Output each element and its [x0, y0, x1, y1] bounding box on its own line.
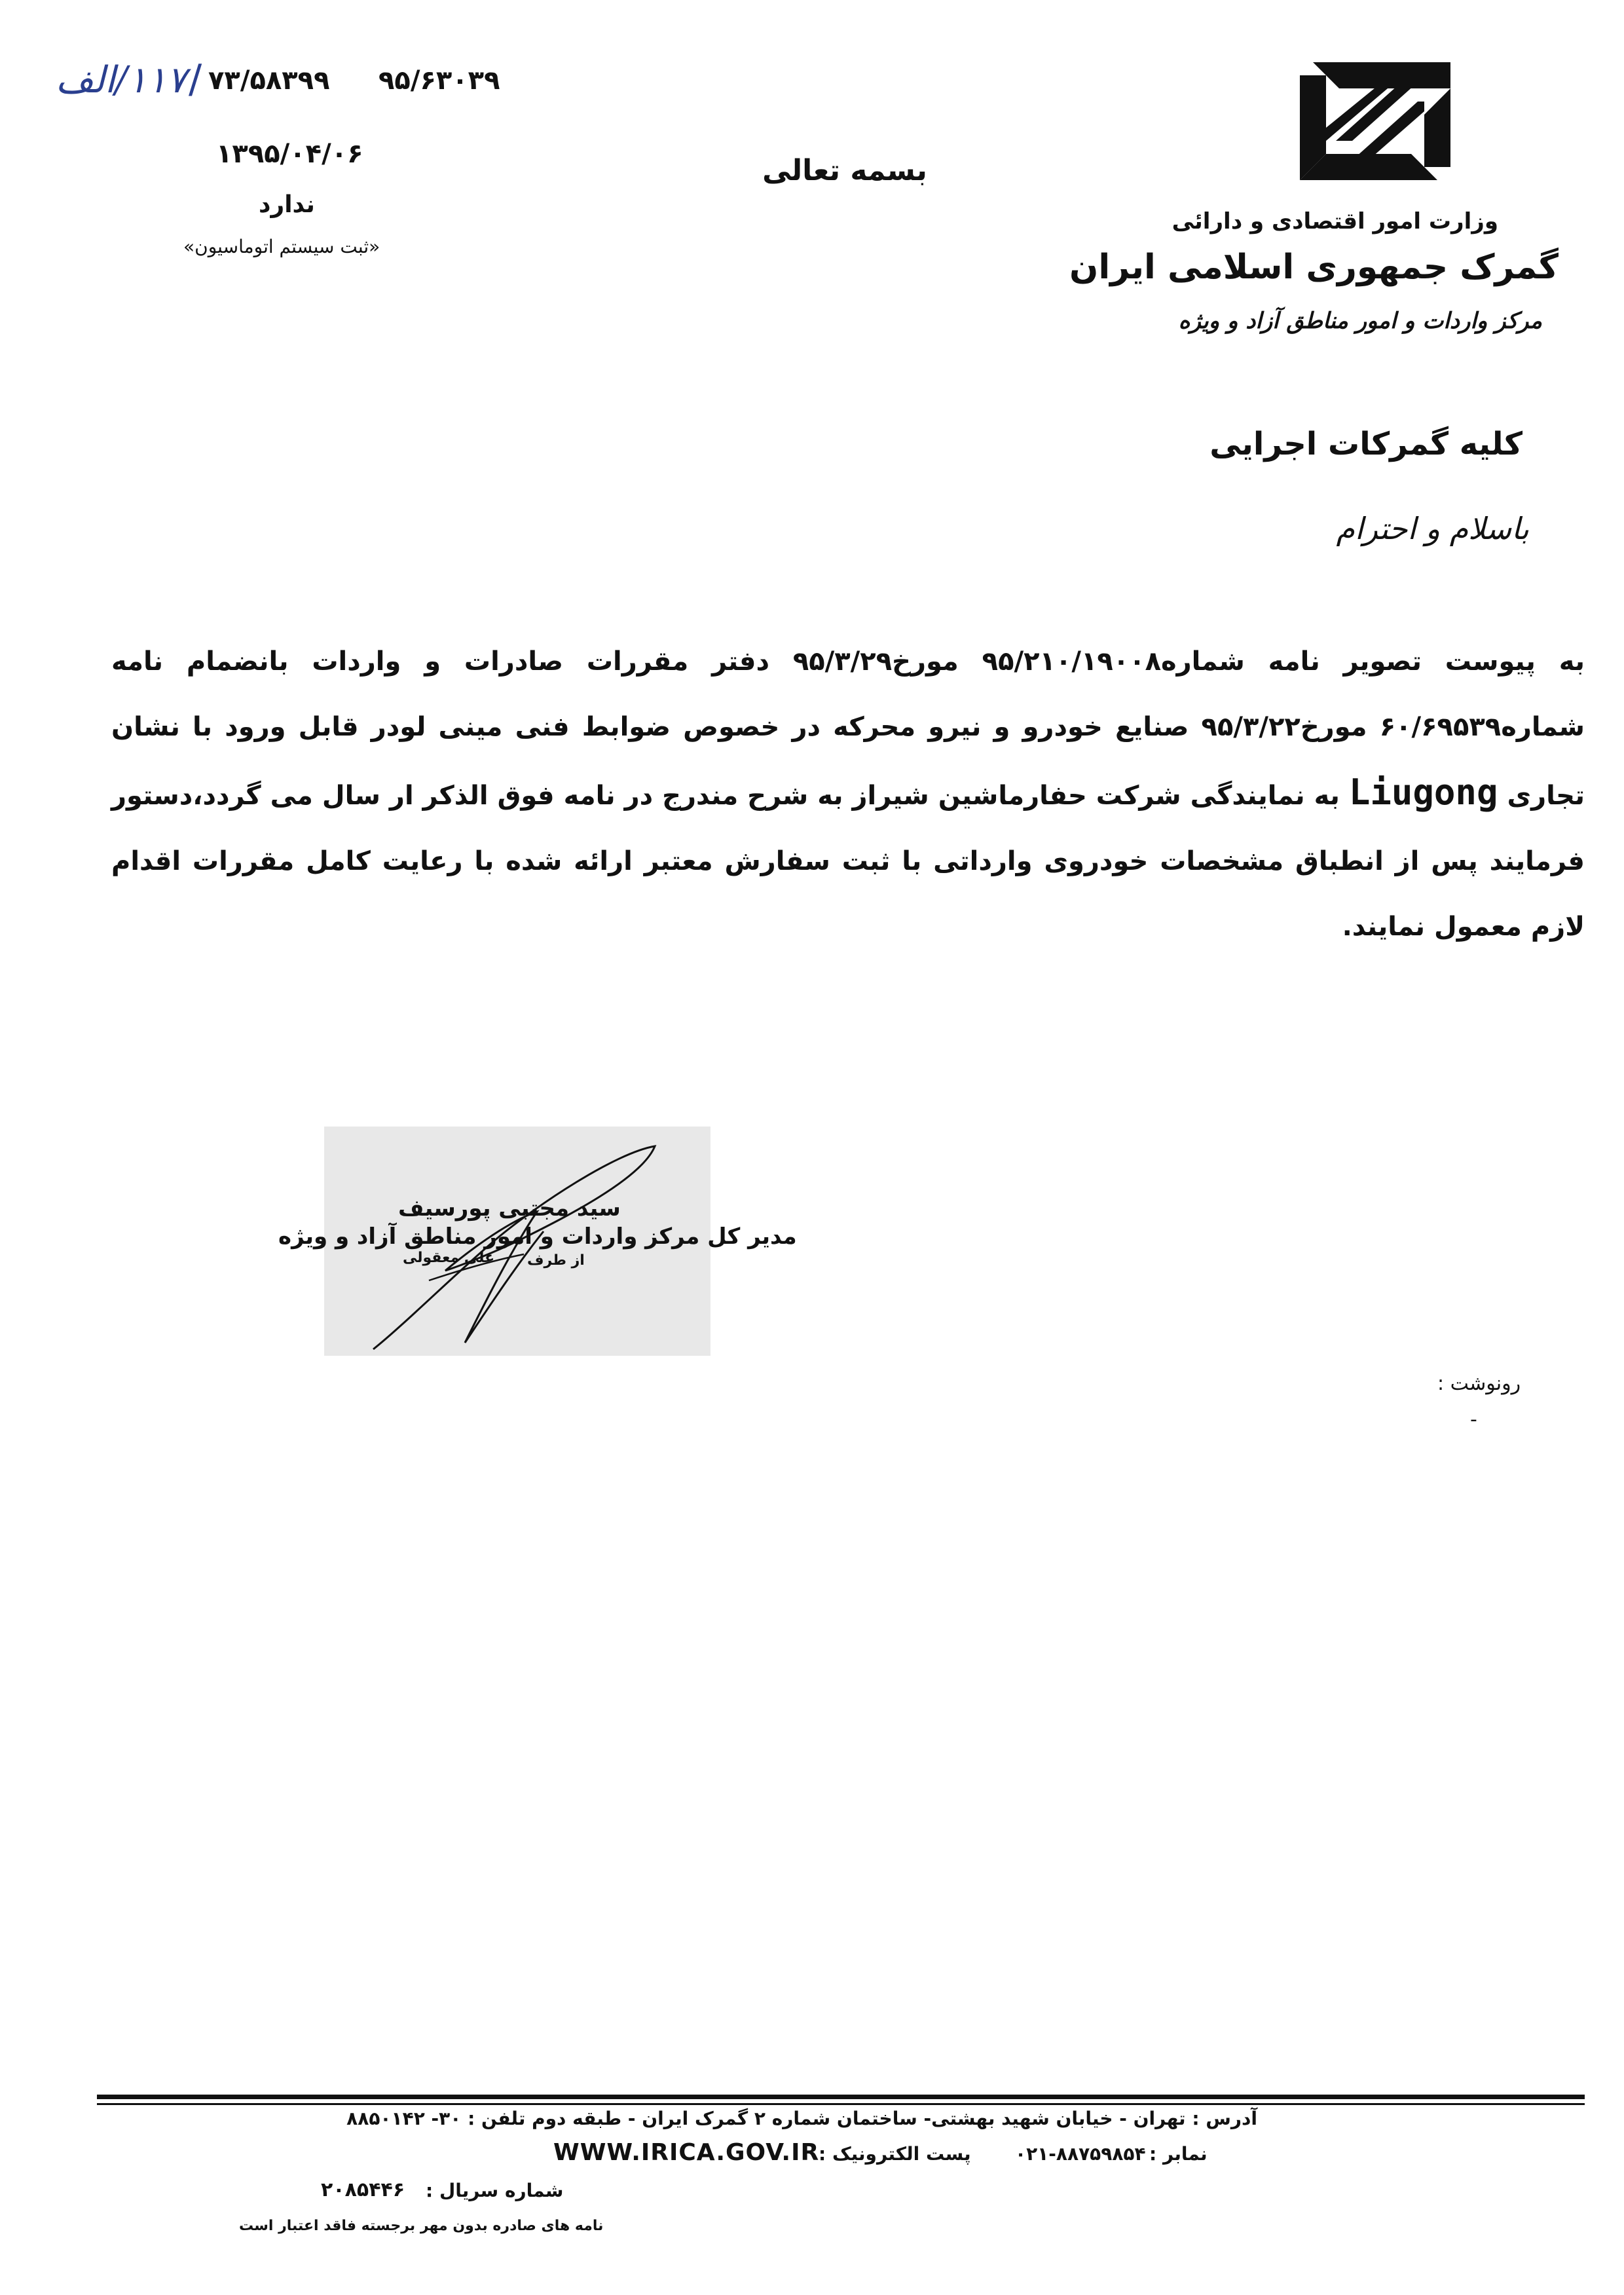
- footer-disclaimer: نامه های صادره بدون مهر برجسته فاقد اعتبار است: [239, 2218, 604, 2234]
- letter-date: ۱۳۹۵/۰۴/۰۶: [216, 139, 363, 169]
- addressee: کلیه گمرکات اجرایی: [1209, 426, 1522, 462]
- handwritten-signature-icon: [367, 1140, 668, 1356]
- proxy-name: علی معقولی: [403, 1250, 495, 1266]
- website-link[interactable]: WWW.IRICA.GOV.IR: [553, 2139, 820, 2166]
- footer-address: آدرس : تهران - خیابان شهید بهشتی- ساختمان شماره ۲ گمرک ایران - طبقه دوم تلفن : ۳۰- ۸۸۵۰۱۴۲: [346, 2108, 1257, 2129]
- cc-label: رونوشت :: [1437, 1372, 1521, 1395]
- customs-logo-icon: [1300, 62, 1450, 180]
- brand-name: Liugong: [1348, 772, 1498, 813]
- letter-body: [111, 629, 1585, 960]
- basmala: بسمه تعالی: [762, 154, 927, 187]
- serial-label: شماره سریال :: [426, 2180, 564, 2201]
- greeting: باسلام و احترام: [1336, 511, 1529, 546]
- ministry-name: وزارت امور اقتصادی و دارائی: [1172, 208, 1498, 234]
- department-name: مرکز واردات و امور مناطق آزاد و ویژه: [1178, 308, 1542, 334]
- organization-name: گمرک جمهوری اسلامی ایران: [1069, 248, 1559, 287]
- email-label: پست الکترونیک :: [819, 2143, 971, 2165]
- footer-rule-thin: [97, 2103, 1585, 2105]
- system-note: «ثبت سیستم اتوماسیون»: [183, 236, 380, 257]
- signatory-title: مدیر کل مرکز واردات و امور مناطق آزاد و ویژه: [278, 1223, 797, 1250]
- footer-rule-thick: [97, 2095, 1585, 2099]
- serial-number: ۲۰۸۵۴۴۶: [321, 2178, 405, 2201]
- body-text-before-brand: به پیوست تصویر نامه شماره۹۵/۲۱۰/۱۹۰۰۸ مورخ۹۵/۳/۲۹ دفتر مقررات صادرات و واردات بانضمام نامه شماره۶۰/۶۹۵۳۹ مورخ۹۵/۳/۲۲ صنایع خودرو و نیرو محرکه در خصوص ضوابط فنی مینی لودر قابل ورود با نشان تجاری: [111, 646, 1585, 811]
- reference-separator: /: [189, 56, 202, 102]
- body-text-after-brand: به نمایندگی شرکت حفارماشین شیراز به شرح مندرج در نامه فوق الذکر ار سال می گردد،دستور فرمایند پس از انطباق مشخصات خودروی وارداتی با ثبت سفارش معتبر ارائه شده با رعایت کامل مقررات اقدام لازم معمول نمایند.: [111, 781, 1585, 942]
- cc-dash: -: [1470, 1408, 1477, 1431]
- reference-number-secondary: ۹۵/۶۳۰۳۹: [378, 65, 500, 96]
- fax-label: نمابر :: [1149, 2143, 1208, 2165]
- handwritten-reference: ۱۱۷/الف: [56, 59, 187, 102]
- on-behalf-label: از طرف: [527, 1252, 585, 1269]
- signatory-name: سید مجتبی پورسیف: [398, 1195, 621, 1222]
- attachment-status: ندارد: [259, 191, 315, 218]
- reference-number: ۷۳/۵۸۳۹۹: [208, 65, 330, 96]
- fax-number: ۰۲۱-۸۸۷۵۹۸۵۴: [1015, 2143, 1146, 2165]
